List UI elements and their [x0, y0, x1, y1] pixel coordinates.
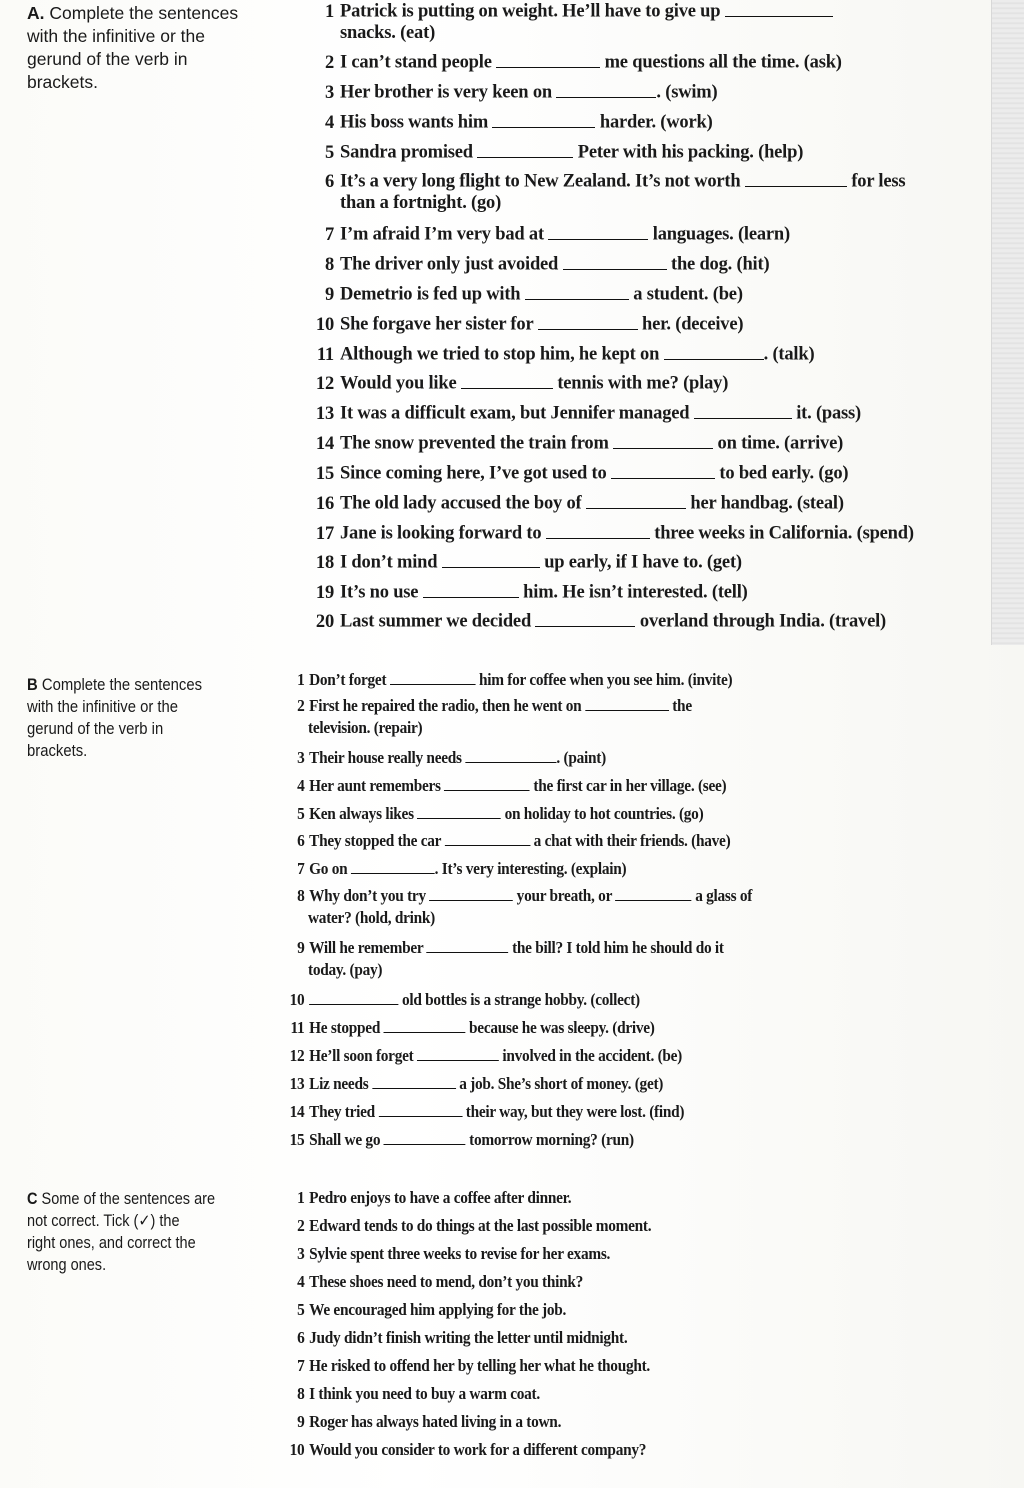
sentence-text: overland through India. (travel): [635, 611, 886, 632]
sentence-text: Last summer we decided: [340, 611, 536, 632]
item-number: 1: [324, 1, 334, 22]
exercise-b-item-9: [284, 938, 724, 958]
item-number: 4: [324, 112, 334, 133]
sentence-text: She forgave her sister for: [340, 314, 538, 335]
sentence-text: First he repaired the radio, then he went on: [309, 696, 585, 716]
sentence-text: Pedro enjoys to have a coffee after dinner.: [309, 1188, 572, 1207]
sentence-text: their way, but they were lost. (find): [462, 1102, 685, 1122]
sentence-text: He stopped: [309, 1018, 384, 1038]
sentence-text: the first car in her village. (see): [529, 776, 727, 796]
answer-blank[interactable]: [309, 990, 398, 1005]
item-number: 20: [315, 611, 334, 632]
exercise-a-instruction-text: Complete the sentences with the infinitive or the gerund of the verb in brackets.: [27, 3, 239, 92]
item-number: 11: [316, 344, 334, 365]
answer-blank[interactable]: [372, 1074, 456, 1089]
sentence-text: Her aunt remembers: [309, 776, 445, 796]
sentence-text: on holiday to hot countries. (go): [501, 804, 704, 824]
exercise-c: [0, 1186, 1024, 1486]
sentence-text: Would you like: [340, 373, 461, 394]
exercise-a-item-10: [310, 313, 743, 336]
sentence-text: We encouraged him applying for the job.: [309, 1300, 567, 1319]
item-number: 4: [297, 776, 305, 796]
item-number: 17: [315, 523, 334, 544]
exercise-b-instruction: [27, 674, 234, 762]
answer-blank[interactable]: [384, 1018, 466, 1033]
sentence-text: Liz needs: [309, 1074, 372, 1094]
sentence-text: Although we tried to stop him, he kept on: [340, 344, 664, 365]
answer-blank[interactable]: [535, 610, 635, 627]
sentence-text: a glass of: [691, 886, 753, 906]
answer-blank[interactable]: [611, 462, 715, 479]
answer-blank[interactable]: [548, 223, 648, 240]
exercise-c-item-7: [284, 1356, 650, 1376]
sentence-text: the: [668, 696, 692, 716]
item-number: 15: [315, 463, 334, 484]
sentence-text: three weeks in California. (spend): [649, 523, 914, 544]
sentence-text: These shoes need to mend, don’t you think?: [309, 1272, 584, 1291]
sentence-text: Judy didn’t finish writing the letter until midnight.: [309, 1328, 628, 1347]
sentence-text: on time. (arrive): [713, 433, 844, 454]
sentence-continuation: than a fortnight. (go): [340, 193, 502, 213]
answer-blank[interactable]: [417, 1046, 499, 1061]
sentence-text: Would you consider to work for a different company?: [309, 1440, 647, 1459]
sentence-text: It was a difficult exam, but Jennifer managed: [340, 403, 694, 424]
sentence-text: for less: [846, 171, 906, 192]
sentence-text: I can’t stand people: [340, 52, 497, 73]
exercise-b-item-7: [284, 859, 626, 879]
answer-blank[interactable]: [664, 343, 764, 360]
sentence-text: involved in the accident. (be): [498, 1046, 683, 1066]
item-number: 6: [297, 1328, 305, 1347]
answer-blank[interactable]: [390, 670, 476, 685]
answer-blank[interactable]: [442, 551, 540, 568]
exercise-a-item-16: [310, 492, 844, 515]
exercise-c-item-6: [284, 1328, 627, 1348]
answer-blank[interactable]: [417, 804, 501, 819]
answer-blank[interactable]: [745, 170, 847, 187]
item-number: 2: [297, 1216, 305, 1235]
answer-blank[interactable]: [613, 432, 713, 449]
item-number: 7: [324, 224, 334, 245]
exercise-a-item-20: [310, 610, 886, 633]
item-number: 14: [315, 433, 334, 454]
item-number: 12: [315, 373, 334, 394]
answer-blank[interactable]: [477, 141, 573, 158]
item-number: 2: [297, 696, 305, 716]
answer-blank[interactable]: [492, 111, 595, 128]
item-number: 16: [315, 493, 334, 514]
exercise-b-letter: B: [27, 676, 38, 694]
exercise-b-instruction-text: Complete the sentences with the infinitive or the gerund of the verb in brackets.: [27, 676, 203, 760]
sentence-text: Sandra promised: [340, 142, 478, 163]
exercise-a-item-14: [310, 432, 843, 455]
sentence-text: . It’s very interesting. (explain): [434, 859, 627, 879]
exercise-b-item-1: [284, 670, 732, 690]
item-number: 12: [289, 1046, 305, 1066]
exercise-b: [0, 668, 1024, 1168]
sentence-text: her handbag. (steal): [685, 493, 844, 514]
exercise-a-item-15: [310, 462, 848, 485]
item-number: 9: [297, 938, 305, 958]
sentence-text: Her brother is very keen on: [340, 82, 557, 103]
sentence-text: tennis with me? (play): [552, 373, 729, 394]
item-number: 5: [297, 1300, 305, 1319]
exercise-b-item-3: [284, 748, 606, 768]
exercise-c-letter: C: [27, 1190, 38, 1208]
item-number: 1: [297, 670, 305, 690]
sentence-text: . (paint): [556, 748, 606, 768]
exercise-b-item-13: [284, 1074, 663, 1094]
item-number: 10: [289, 1440, 305, 1459]
item-number: 13: [315, 403, 334, 424]
sentence-text: Will he remember: [309, 938, 427, 958]
exercise-b-item-2: [284, 696, 692, 716]
exercise-a-item-2: [310, 51, 842, 74]
exercise-a-item-5: [310, 141, 803, 164]
exercise-b-item-14: [284, 1102, 684, 1122]
answer-blank[interactable]: [563, 253, 667, 270]
answer-blank[interactable]: [546, 522, 650, 539]
exercise-b-item-12: [284, 1046, 682, 1066]
item-number: 3: [324, 82, 334, 103]
item-number: 8: [297, 1384, 305, 1403]
item-number: 19: [315, 582, 334, 603]
exercise-a-item-18: [310, 551, 742, 574]
exercise-c-item-5: [284, 1300, 566, 1320]
answer-blank[interactable]: [427, 938, 509, 953]
exercise-b-item-8: [284, 886, 752, 906]
exercise-a-item-7: [310, 223, 790, 246]
exercise-a-item-12: [310, 372, 728, 395]
item-number: 11: [290, 1018, 305, 1038]
sentence-text: the bill? I told him he should do it: [508, 938, 724, 958]
exercise-b-item-15: [284, 1130, 634, 1150]
exercise-c-item-4: [284, 1272, 583, 1292]
exercise-a-item-8: [310, 253, 769, 276]
exercise-a-item-4: [310, 111, 713, 134]
answer-blank[interactable]: [585, 696, 669, 711]
exercise-a-item-3: [310, 81, 717, 104]
sentence-text: It’s no use: [340, 582, 423, 603]
answer-blank[interactable]: [525, 283, 629, 300]
exercise-b-item-11: [284, 1018, 655, 1038]
item-number: 4: [297, 1272, 305, 1291]
sentence-text: Roger has always hated living in a town.: [309, 1412, 562, 1431]
sentence-text: him. He isn’t interested. (tell): [518, 582, 748, 603]
sentence-text: I’m afraid I’m very bad at: [340, 224, 549, 245]
sentence-text: Go on: [309, 859, 351, 879]
item-number: 8: [324, 254, 334, 275]
answer-blank[interactable]: [444, 776, 530, 791]
answer-blank[interactable]: [378, 1102, 462, 1117]
item-number: 9: [297, 1412, 305, 1431]
sentence-text: He risked to offend her by telling her what he thought.: [309, 1356, 650, 1375]
exercise-c-instruction-text: Some of the sentences are not correct. Tick (✓) the right ones, and correct the wrong ones.: [27, 1190, 216, 1274]
item-number: 7: [297, 1356, 305, 1375]
sentence-text: His boss wants him: [340, 112, 493, 133]
exercise-a-item-13: [310, 402, 861, 425]
exercise-a-item-11: [310, 343, 814, 366]
item-number: 6: [324, 171, 334, 192]
sentence-text: a chat with their friends. (have): [530, 831, 731, 851]
answer-blank[interactable]: [538, 313, 638, 330]
exercise-c-item-3: [284, 1244, 610, 1264]
sentence-text: her. (deceive): [637, 314, 744, 335]
answer-blank[interactable]: [461, 372, 553, 389]
item-number: 5: [324, 142, 334, 163]
sentence-continuation: water? (hold, drink): [308, 908, 435, 927]
exercise-c-item-8: [284, 1384, 540, 1404]
sentence-text: . (swim): [656, 82, 718, 103]
exercise-b-item-6: [284, 831, 730, 851]
sentence-text: I think you need to buy a warm coat.: [309, 1384, 540, 1403]
exercise-a-instruction: [27, 2, 277, 94]
answer-blank[interactable]: [694, 402, 792, 419]
sentence-text: him for coffee when you see him. (invite): [475, 670, 733, 690]
answer-blank[interactable]: [423, 581, 519, 598]
sentence-text: Edward tends to do things at the last possible moment.: [309, 1216, 652, 1235]
sentence-text: the dog. (hit): [666, 254, 770, 275]
sentence-text: . (talk): [763, 344, 815, 365]
item-number: 10: [315, 314, 334, 335]
sentence-text: The old lady accused the boy of: [340, 493, 586, 514]
sentence-text: It’s a very long flight to New Zealand. It’s not worth: [340, 171, 745, 192]
item-number: 3: [297, 748, 305, 768]
answer-blank[interactable]: [586, 492, 686, 509]
sentence-text: Their house really needs: [309, 748, 466, 768]
sentence-text: They stopped the car: [309, 831, 445, 851]
answer-blank[interactable]: [725, 0, 833, 17]
sentence-continuation: today. (pay): [308, 960, 383, 979]
answer-blank[interactable]: [351, 859, 435, 874]
answer-blank[interactable]: [615, 886, 691, 901]
exercise-a-item-1: [310, 0, 833, 23]
sentence-text: Patrick is putting on weight. He’ll have to give up: [340, 1, 725, 22]
sentence-text: because he was sleepy. (drive): [465, 1018, 655, 1038]
sentence-text: The snow prevented the train from: [340, 433, 614, 454]
answer-blank[interactable]: [384, 1130, 466, 1145]
answer-blank[interactable]: [429, 886, 513, 901]
item-number: 10: [289, 990, 305, 1010]
sentence-text: a student. (be): [628, 284, 743, 305]
sentence-text: Jane is looking forward to: [340, 523, 546, 544]
item-number: 9: [324, 284, 334, 305]
exercise-b-item-4: [284, 776, 726, 796]
sentence-text: tomorrow morning? (run): [465, 1130, 634, 1150]
exercise-a-item-6: [310, 170, 905, 193]
exercise-a-letter: A.: [27, 3, 45, 23]
item-number: 2: [324, 52, 334, 73]
exercise-c-item-1: [284, 1188, 571, 1208]
item-number: 15: [289, 1130, 305, 1150]
sentence-text: Sylvie spent three weeks to revise for her exams.: [309, 1244, 611, 1263]
sentence-text: me questions all the time. (ask): [600, 52, 842, 73]
sentence-continuation: snacks. (eat): [340, 23, 436, 43]
exercise-a: [0, 0, 1024, 645]
answer-blank[interactable]: [444, 831, 530, 846]
exercise-c-item-9: [284, 1412, 561, 1432]
item-number: 6: [297, 831, 305, 851]
answer-blank[interactable]: [465, 748, 556, 763]
item-number: 8: [297, 886, 305, 906]
sentence-text: old bottles is a strange hobby. (collect): [398, 990, 640, 1010]
item-number: 14: [289, 1102, 305, 1122]
sentence-text: up early, if I have to. (get): [539, 552, 742, 573]
sentence-text: Why don’t you try: [309, 886, 430, 906]
sentence-text: to bed early. (go): [714, 463, 849, 484]
exercise-c-item-10: [284, 1440, 646, 1460]
sentence-text: They tried: [309, 1102, 379, 1122]
exercise-c-instruction: [27, 1188, 229, 1276]
exercise-b-item-10: [284, 990, 640, 1010]
exercise-c-item-2: [284, 1216, 651, 1236]
sentence-text: He’ll soon forget: [309, 1046, 418, 1066]
sentence-text: it. (pass): [791, 403, 862, 424]
item-number: 1: [297, 1188, 305, 1207]
sentence-text: Demetrio is fed up with: [340, 284, 525, 305]
item-number: 3: [297, 1244, 305, 1263]
sentence-continuation: television. (repair): [308, 718, 423, 737]
sentence-text: a job. She’s short of money. (get): [455, 1074, 664, 1094]
exercise-a-item-19: [310, 581, 748, 604]
sentence-text: The driver only just avoided: [340, 254, 563, 275]
sentence-text: your breath, or: [513, 886, 616, 906]
answer-blank[interactable]: [496, 51, 600, 68]
sentence-text: harder. (work): [595, 112, 713, 133]
item-number: 5: [297, 804, 305, 824]
sentence-text: Shall we go: [309, 1130, 384, 1150]
exercise-a-item-9: [310, 283, 743, 306]
item-number: 13: [289, 1074, 305, 1094]
sentence-text: Don’t forget: [309, 670, 390, 690]
item-number: 18: [315, 552, 334, 573]
exercise-b-item-5: [284, 804, 703, 824]
item-number: 7: [297, 859, 305, 879]
sentence-text: Since coming here, I’ve got used to: [340, 463, 611, 484]
sentence-text: Peter with his packing. (help): [573, 142, 804, 163]
answer-blank[interactable]: [556, 81, 656, 98]
sentence-text: I don’t mind: [340, 552, 442, 573]
sentence-text: Ken always likes: [309, 804, 418, 824]
exercise-a-item-17: [310, 522, 914, 545]
sentence-text: languages. (learn): [648, 224, 790, 245]
